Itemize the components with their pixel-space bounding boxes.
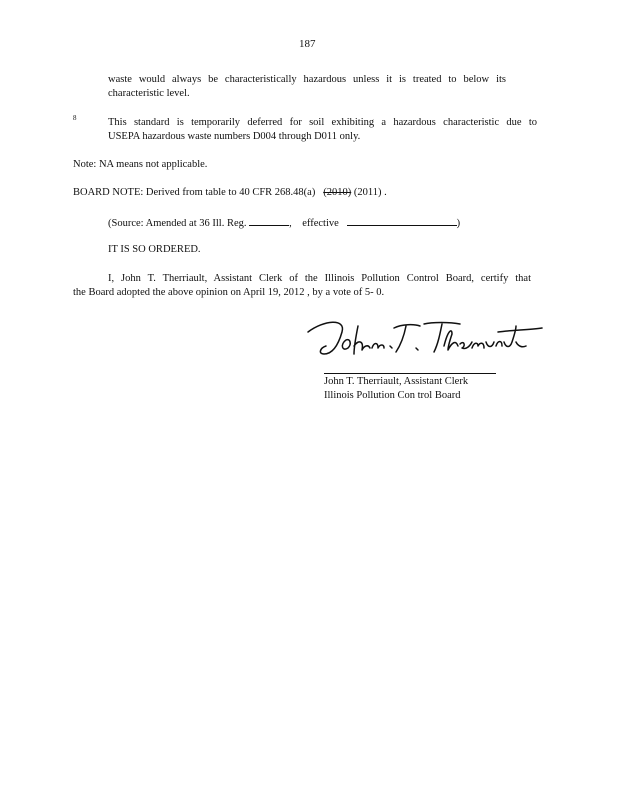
- paragraph-line: waste would always be characteristically hazardous unless it is treated to below its: [108, 74, 506, 85]
- board-note: [73, 187, 387, 198]
- certify-line: I, John T. Therriault, Assistant Clerk of the Illinois Pollution Control Board, certify that: [108, 273, 531, 284]
- signature: [302, 310, 547, 366]
- source-close: ): [456, 218, 461, 229]
- board-note-struck-year: (2010): [323, 187, 352, 198]
- signatory-org: Illinois Pollution Con trol Board: [324, 390, 461, 401]
- source-comma: ,: [289, 218, 292, 229]
- signatory-name: John T. Therriault, Assistant Clerk: [324, 376, 469, 387]
- note-text: Note: NA means not applicable.: [73, 159, 208, 170]
- reg-blank: [249, 216, 289, 226]
- paragraph-line: characteristic level.: [108, 88, 190, 99]
- signature-line: [324, 373, 496, 374]
- source-line: [108, 216, 460, 229]
- footnote-line: This standard is temporarily deferred for soil exhibiting a hazardous characteristic due to: [108, 117, 537, 128]
- board-note-prefix: BOARD NOTE: Derived from table to 40 CFR 268.48(a): [73, 187, 316, 198]
- source-effective: effective: [302, 218, 339, 229]
- ordered-text: IT IS SO ORDERED.: [108, 244, 201, 255]
- source-prefix: (Source: Amended at 36 Ill. Reg.: [108, 218, 247, 229]
- certify-line: the Board adopted the above opinion on April 19, 2012 , by a vote of 5- 0.: [73, 287, 385, 298]
- page-number: 187: [299, 38, 316, 50]
- effective-blank: [347, 216, 457, 226]
- board-note-new-year: (2011): [353, 187, 382, 198]
- footnote-marker: 8: [73, 114, 77, 122]
- footnote-line: USEPA hazardous waste numbers D004 through D011 only.: [108, 131, 361, 142]
- board-note-period: .: [384, 187, 387, 198]
